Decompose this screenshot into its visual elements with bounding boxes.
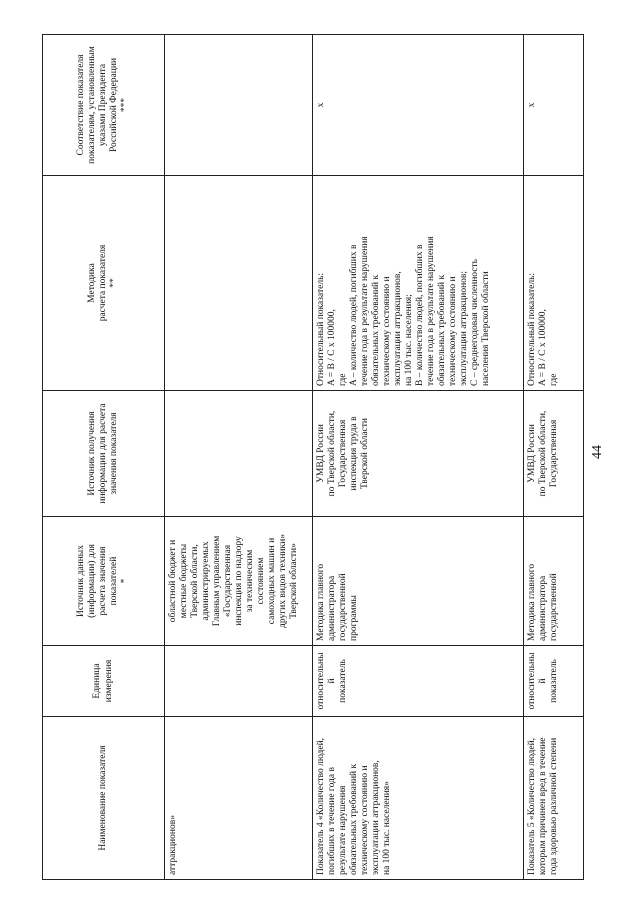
- header-decree-match: Соответствие показателя показателям, установленным указами Президента Российской Федерации ***: [43, 35, 165, 176]
- indicators-table: [42, 34, 584, 880]
- cell-data-source: Методика главного администратора государственной программы: [313, 517, 524, 646]
- header-indicator-name: Наименование показателя: [43, 717, 165, 880]
- rotated-table-container: [42, 35, 583, 880]
- cell-decree-match: x: [524, 35, 584, 176]
- header-data-source: Источник данных (информации) для расчета значения показателей *: [43, 517, 165, 646]
- cell-data-source: Методика главного администратора государственной: [524, 517, 584, 646]
- cell-info-source: УМВД России по Тверской области, Государственная: [524, 391, 584, 517]
- page-number: 44: [590, 445, 605, 459]
- cell-decree-match: [165, 35, 313, 176]
- cell-info-source: [165, 391, 313, 517]
- cell-decree-match: x: [313, 35, 524, 176]
- header-method: Методика расчета показателя **: [43, 176, 165, 391]
- cell-unit: [165, 646, 313, 717]
- cell-unit: относительный показатель: [524, 646, 584, 717]
- table-header-row: [43, 35, 165, 880]
- cell-method: Относительный показатель: A = B / C x 100000, где A – количество людей, погибших в течение года в результате нарушения обязательных требований к техническому состоянию и эксплуатации аттракционов, на 100 тыс. населения; B – количество людей, погибших в течение года в результате нарушения обязательных требований к техническому состоянию и эксплуатации аттракционов; C – среднегодовая численность населения Тверской области: [313, 176, 524, 391]
- table-row: [165, 35, 313, 880]
- cell-method: Относительный показатель: A = B / C x 100000, где: [524, 176, 584, 391]
- header-unit: Единица измерения: [43, 646, 165, 717]
- table-row: [313, 35, 524, 880]
- cell-info-source: УМВД России по Тверской области, Государственная инспекция труда в Тверской области: [313, 391, 524, 517]
- cell-method: [165, 176, 313, 391]
- cell-indicator-name: Показатель 4 «Количество людей, погибших в течение года в результате нарушения обязательных требований к техническому состоянию и эксплуатации аттракционов, на 100 тыс. населения»: [313, 717, 524, 880]
- cell-indicator-name: Показатель 5 «Количество людей, которым причинен вред в течение года здоровью различной степени: [524, 717, 584, 880]
- cell-data-source: областной бюджет и местные бюджеты Тверской области, администрируемых Главным управлением «Государственная инспекция по надзору за техническим состоянием самоходных машин и других видов техники» Тверской области»: [165, 517, 313, 646]
- table-row: [524, 35, 584, 880]
- header-info-source: Источник получения информации для расчета значения показателя: [43, 391, 165, 517]
- cell-indicator-name: аттракционов»: [165, 717, 313, 880]
- cell-unit: относительный показатель: [313, 646, 524, 717]
